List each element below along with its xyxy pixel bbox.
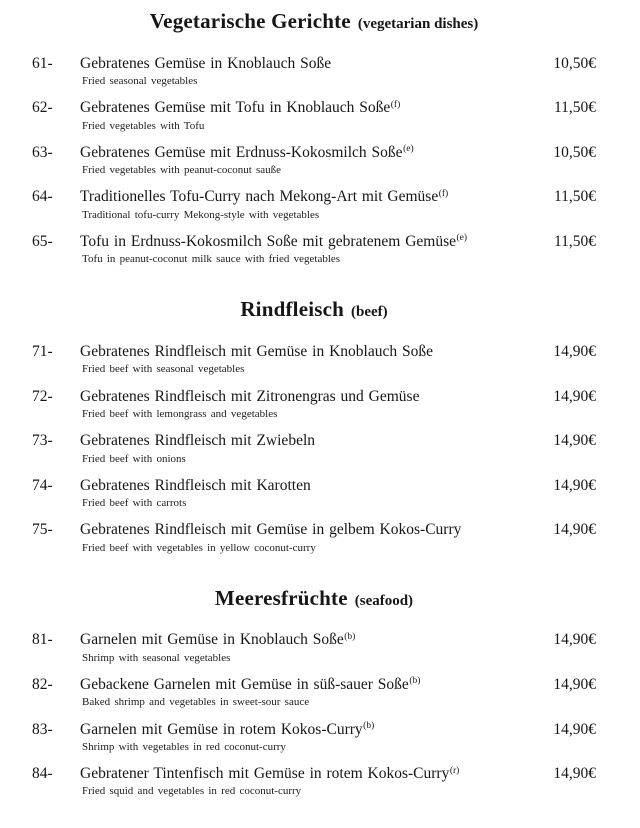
item-name — [80, 630, 522, 649]
item-description: Tofu in peanut-coconut milk sauce with fried vegetables — [82, 253, 341, 266]
item-name-text: Gebratenes Rindfleisch mit Zitronengras und Gemüse — [80, 387, 420, 405]
item-allergen-sup: (r) — [449, 765, 460, 776]
menu-item-row — [32, 143, 596, 178]
item-allergen-sup: (b) — [363, 721, 375, 732]
item-description: Fried beef with lemongrass and vegetables — [82, 407, 278, 420]
item-number: 65- — [32, 232, 53, 250]
section-title: Meeresfrüchte — [214, 585, 348, 610]
item-name — [80, 520, 522, 539]
item-description: Fried squid and vegetables in red coconut-curry — [82, 785, 302, 798]
item-body — [80, 431, 522, 466]
item-allergen-sup: (e) — [456, 233, 468, 244]
menu-section — [32, 8, 596, 266]
item-name — [80, 143, 522, 162]
menu-item-row — [32, 232, 596, 267]
item-price: 14,90€ — [553, 521, 596, 539]
menu-item-row — [32, 54, 596, 89]
item-body — [80, 54, 522, 89]
item-price: 14,90€ — [553, 343, 596, 360]
item-body — [80, 187, 522, 222]
item-name-text: Gebratenes Gemüse mit Erdnuss-Kokosmilch Soße — [80, 143, 403, 161]
menu-item-row — [32, 630, 596, 665]
item-name — [80, 431, 522, 450]
item-description: Baked shrimp and vegetables in sweet-sour sauce — [82, 696, 310, 709]
item-body — [80, 476, 522, 511]
item-allergen-sup: (b) — [409, 676, 421, 687]
item-description: Fried beef with carrots — [82, 497, 187, 510]
item-number: 73- — [32, 432, 53, 450]
section-items — [32, 54, 596, 267]
item-description: Fried beef with seasonal vegetables — [82, 363, 245, 376]
item-body — [80, 764, 522, 799]
section-subtitle: (beef) — [351, 304, 388, 321]
section-title: Rindfleisch — [240, 297, 345, 322]
item-price: 10,50€ — [553, 54, 596, 72]
item-number: 82- — [32, 675, 53, 693]
section-items — [32, 630, 596, 798]
item-price: 14,90€ — [553, 432, 596, 450]
menu-item-row — [32, 720, 596, 755]
menu-item-row — [32, 187, 596, 222]
item-name — [80, 54, 522, 73]
section-title: Vegetarische Gerichte — [149, 9, 351, 33]
item-number: 71- — [32, 343, 53, 360]
item-name — [80, 675, 522, 694]
item-number: 74- — [32, 476, 53, 494]
item-number: 84- — [32, 765, 53, 783]
item-body — [80, 232, 522, 267]
item-name — [80, 720, 522, 739]
item-price: 10,50€ — [553, 143, 596, 161]
item-name-text: Traditionelles Tofu-Curry nach Mekong-Art mit Gemüse — [80, 188, 439, 206]
menu-item-row — [32, 342, 596, 377]
item-allergen-sup: (f) — [390, 99, 401, 110]
item-number: 72- — [32, 387, 53, 405]
item-name-text: Garnelen mit Gemüse in rotem Kokos-Curry — [80, 720, 363, 738]
section-items — [32, 342, 596, 555]
item-number: 83- — [32, 720, 53, 738]
item-body — [80, 630, 522, 665]
item-body — [80, 143, 522, 178]
item-name-text: Gebackene Garnelen mit Gemüse in süß-sauer Soße — [80, 675, 409, 693]
item-name-text: Gebratener Tintenfisch mit Gemüse in rotem Kokos-Curry — [80, 765, 450, 783]
item-body — [80, 520, 522, 555]
item-name — [80, 232, 522, 251]
item-price: 14,90€ — [553, 631, 596, 649]
item-price: 14,90€ — [553, 476, 596, 494]
item-name-text: Gebratenes Rindfleisch mit Gemüse in gelbem Kokos-Curry — [80, 521, 462, 539]
item-body — [80, 342, 522, 377]
section-heading — [32, 8, 596, 36]
item-allergen-sup: (f) — [438, 188, 449, 199]
item-name — [80, 98, 522, 117]
menu-item-row — [32, 764, 596, 799]
item-description: Shrimp with vegetables in red coconut-curry — [82, 740, 286, 753]
item-price: 14,90€ — [553, 765, 596, 783]
item-allergen-sup: (e) — [403, 144, 414, 155]
item-body — [80, 720, 522, 755]
menu-item-row — [32, 476, 596, 511]
item-allergen-sup: (b) — [344, 631, 356, 642]
item-name — [80, 187, 522, 206]
menu-item-row — [32, 675, 596, 710]
item-price: 14,90€ — [553, 387, 596, 405]
item-description: Fried seasonal vegetables — [82, 74, 198, 87]
item-price: 14,90€ — [553, 675, 596, 693]
menu-section — [32, 585, 596, 799]
item-number: 63- — [32, 143, 53, 161]
section-subtitle: (vegetarian dishes) — [357, 16, 479, 32]
item-body — [80, 675, 522, 710]
menu-item-row — [32, 98, 596, 133]
section-subtitle: (seafood) — [354, 592, 414, 609]
section-heading — [32, 296, 596, 324]
item-name-text: Gebratenes Rindfleisch mit Gemüse in Knoblauch Soße — [80, 343, 433, 360]
menu-item-row — [32, 520, 596, 555]
item-name-text: Gebratenes Gemüse in Knoblauch Soße — [80, 54, 332, 72]
item-name-text: Garnelen mit Gemüse in Knoblauch Soße — [80, 631, 344, 649]
menu-item-row — [32, 387, 596, 422]
section-heading — [32, 585, 596, 613]
item-name — [80, 342, 522, 361]
item-name-text: Gebratenes Rindfleisch mit Karotten — [80, 476, 311, 494]
item-description: Traditional tofu-curry Mekong-style with vegetables — [82, 208, 320, 221]
item-number: 64- — [32, 188, 53, 206]
item-number: 62- — [32, 99, 53, 117]
item-number: 81- — [32, 631, 53, 649]
item-price: 11,50€ — [553, 188, 596, 206]
item-price: 11,50€ — [553, 99, 596, 117]
item-description: Shrimp with seasonal vegetables — [82, 651, 231, 664]
menu-item-row — [32, 431, 596, 466]
item-body — [80, 387, 522, 422]
item-number: 75- — [32, 521, 53, 539]
item-description: Fried vegetables with Tofu — [82, 119, 205, 132]
item-name-text: Gebratenes Rindfleisch mit Zwiebeln — [80, 432, 316, 450]
item-name-text: Tofu in Erdnuss-Kokosmilch Soße mit gebratenem Gemüse — [80, 232, 456, 250]
item-price: 14,90€ — [553, 720, 596, 738]
item-body — [80, 98, 522, 133]
item-price: 11,50€ — [553, 232, 596, 250]
item-description: Fried beef with vegetables in yellow coconut-curry — [82, 541, 316, 554]
item-description: Fried vegetables with peanut-coconut sauße — [82, 164, 282, 177]
item-description: Fried beef with onions — [82, 452, 186, 465]
item-number: 61- — [32, 54, 53, 72]
item-name — [80, 764, 522, 783]
item-name — [80, 476, 522, 495]
item-name-text: Gebratenes Gemüse mit Tofu in Knoblauch Soße — [80, 99, 391, 117]
menu-section — [32, 296, 596, 554]
item-name — [80, 387, 522, 406]
